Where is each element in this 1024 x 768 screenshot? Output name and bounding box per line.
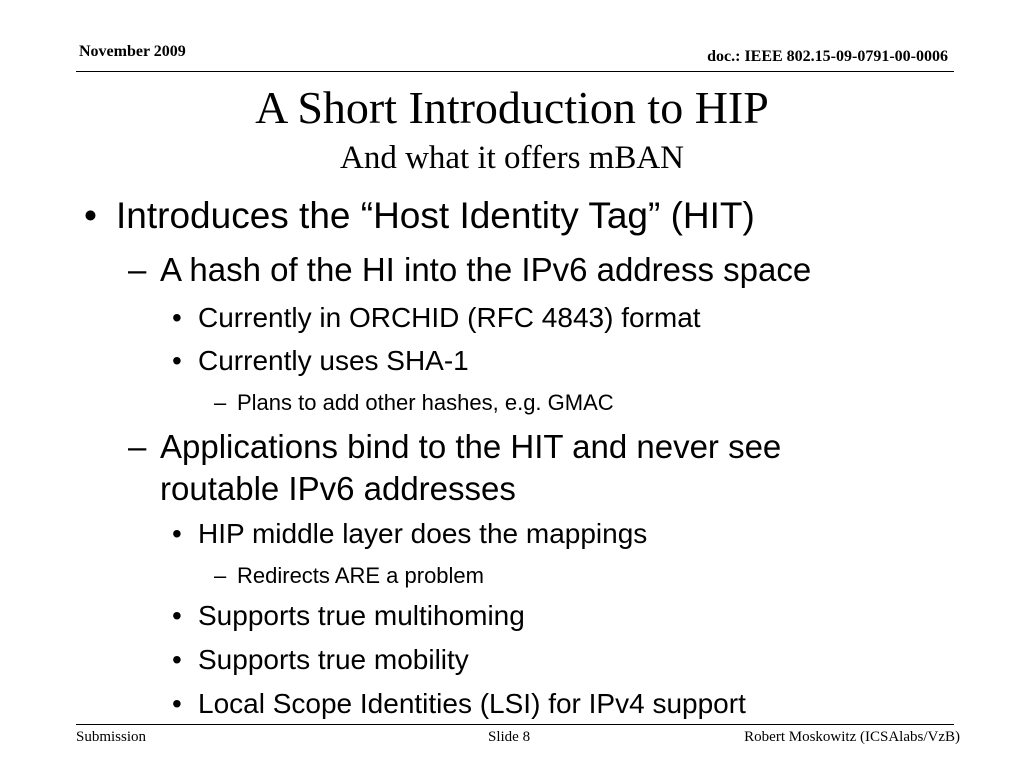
- bullet-text-level3: HIP middle layer does the mappings: [198, 518, 648, 549]
- bullet-text-level3: Supports true mobility: [198, 644, 469, 675]
- footer-divider: [76, 724, 954, 725]
- footer-slide-number: Slide 8: [488, 729, 531, 745]
- bullet-text-level3: Currently uses SHA-1: [198, 345, 469, 376]
- bullet-text-level2: A hash of the HI into the IPv6 address space: [160, 251, 812, 288]
- footer-author: Robert Moskowitz (ICSAlabs/VzB): [744, 729, 960, 745]
- bullet-marker: •: [172, 302, 182, 333]
- bullet-text-level2-continued: routable IPv6 addresses: [160, 470, 516, 507]
- footer-submission: Submission: [76, 729, 147, 745]
- bullet-marker: •: [172, 688, 182, 719]
- bullet-marker: •: [84, 195, 97, 236]
- bullet-text-level3: Local Scope Identities (LSI) for IPv4 support: [198, 688, 746, 719]
- bullet-marker: •: [172, 345, 182, 376]
- bullet-text-level2: Applications bind to the HIT and never see: [160, 428, 782, 465]
- slide-title: A Short Introduction to HIP: [255, 82, 769, 133]
- bullet-text-level3: Currently in ORCHID (RFC 4843) format: [198, 302, 701, 333]
- dash-marker: –: [128, 251, 147, 288]
- header-doc-id: doc.: IEEE 802.15-09-0791-00-0006: [707, 48, 948, 65]
- bullet-marker: •: [172, 600, 182, 631]
- header-divider: [76, 71, 954, 72]
- bullet-text-level4: Redirects ARE a problem: [237, 563, 484, 588]
- bullet-marker: •: [172, 518, 182, 549]
- dash-marker: –: [214, 563, 227, 588]
- bullet-text-level3: Supports true multihoming: [198, 600, 525, 631]
- header-date: November 2009: [79, 43, 186, 60]
- bullet-text-level4: Plans to add other hashes, e.g. GMAC: [237, 390, 614, 415]
- bullet-text-level1: Introduces the “Host Identity Tag” (HIT): [116, 195, 755, 236]
- bullet-marker: •: [172, 644, 182, 675]
- slide-subtitle: And what it offers mBAN: [339, 140, 685, 176]
- dash-marker: –: [128, 428, 147, 465]
- dash-marker: –: [214, 390, 227, 415]
